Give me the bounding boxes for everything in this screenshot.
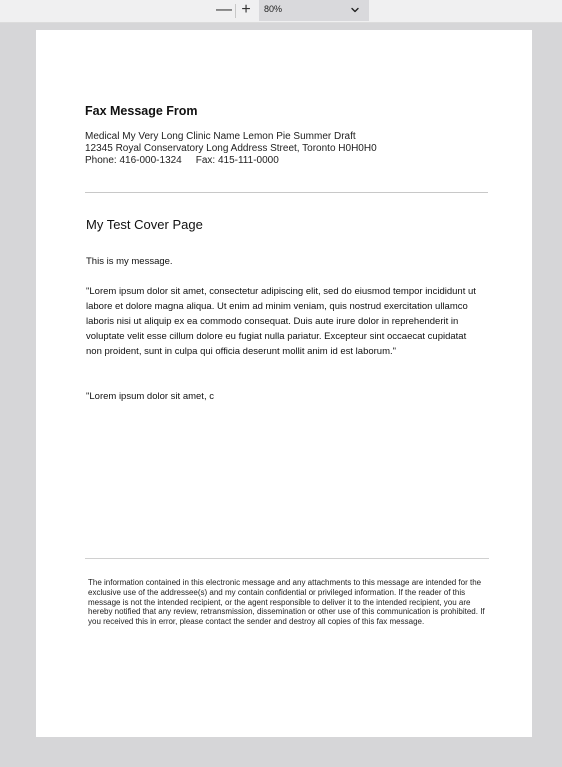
chevron-down-icon bbox=[349, 4, 361, 16]
sender-contact-line bbox=[85, 155, 279, 166]
header-divider bbox=[85, 192, 488, 193]
sender-address: 12345 Royal Conservatory Long Address Street, Toronto H0H0H0 bbox=[85, 143, 377, 154]
zoom-in-button[interactable] bbox=[238, 1, 254, 19]
zoom-level-value: 80% bbox=[264, 4, 283, 14]
viewer-toolbar bbox=[0, 0, 562, 23]
fax-header-title: Fax Message From bbox=[85, 104, 198, 118]
zoom-level-select[interactable] bbox=[259, 0, 369, 21]
confidentiality-disclaimer: The information contained in this electronic message and any attachments to this message are intended for the exclusive use of the addressee(s) and my contain confidential or privileged information. If the reader of this message is not the intended recipient, or the agent responsible to deliver it to the intended recipient, you are hereby notified that any review, retransmission, dissemination or other use of this communication is prohibited. If you received this in error, please contact the sender and destroy all copies of this fax message. bbox=[88, 578, 485, 627]
minus-icon: — bbox=[216, 1, 232, 18]
toolbar-separator bbox=[235, 4, 236, 18]
message-paragraph: "Lorem ipsum dolor sit amet, c bbox=[86, 391, 214, 402]
zoom-out-button[interactable] bbox=[216, 1, 232, 19]
fax-page bbox=[36, 30, 532, 737]
plus-icon: + bbox=[241, 1, 251, 18]
sender-phone: Phone: 416-000-1324 bbox=[85, 155, 182, 166]
message-paragraph: "Lorem ipsum dolor sit amet, consectetur adipiscing elit, sed do eiusmod tempor incididunt ut labore et dolore magna aliqua. Ut enim ad minim veniam, quis nostrud exercitation ullamco laboris nisi ut aliquip ex ea commodo consequat. Duis aute irure dolor in reprehenderit in voluptate velit esse cillum dolore eu fugiat nulla pariatur. Excepteur sint occaecat cupidatat non proident, sunt in culpa qui officia deserunt mollit anim id est laborum." bbox=[86, 286, 476, 357]
sender-clinic-name: Medical My Very Long Clinic Name Lemon Pie Summer Draft bbox=[85, 131, 356, 142]
sender-fax: Fax: 415-111-0000 bbox=[195, 155, 279, 166]
footer-divider bbox=[85, 558, 489, 559]
message-paragraph: This is my message. bbox=[86, 256, 173, 267]
cover-page-title: My Test Cover Page bbox=[86, 217, 203, 232]
